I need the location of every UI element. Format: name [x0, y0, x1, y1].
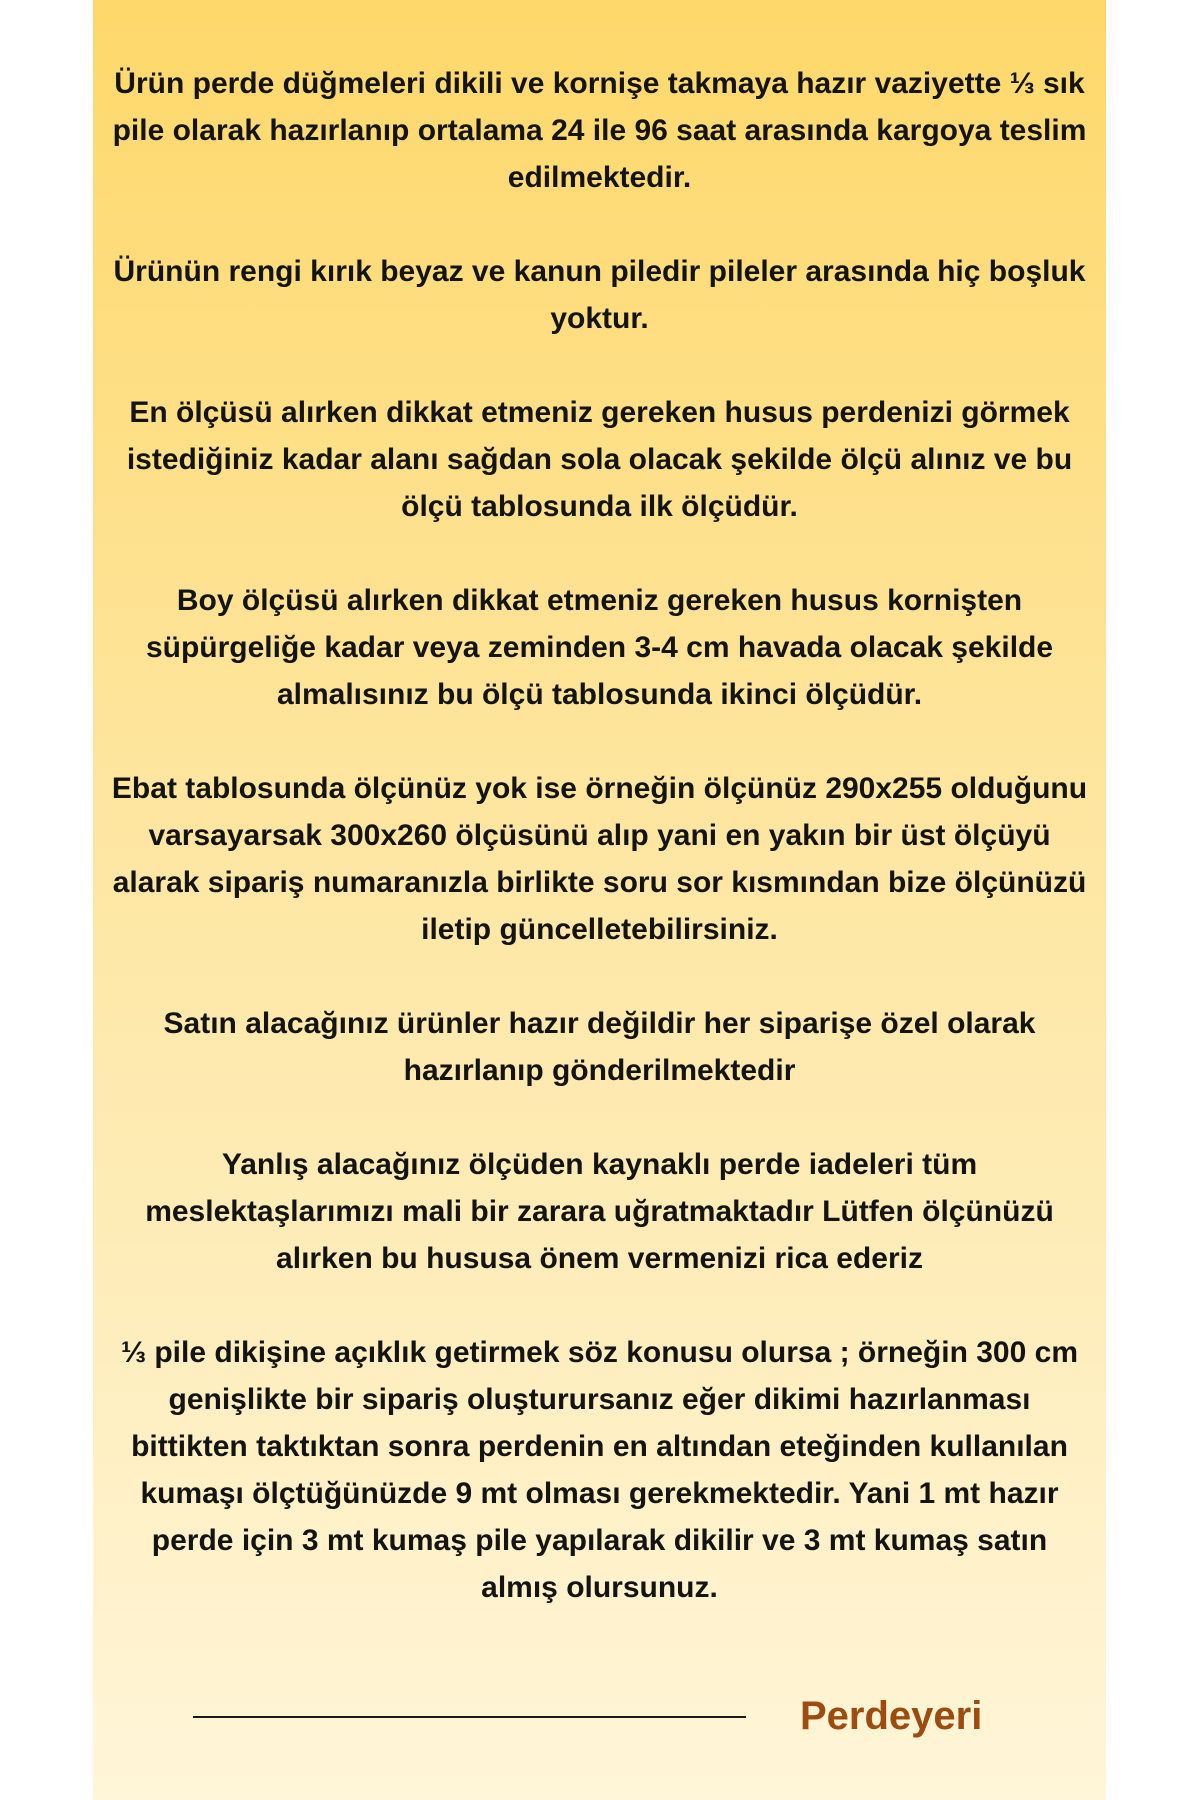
paragraph-color: Ürünün rengi kırık beyaz ve kanun piledir pileler arasında hiç boşluk yoktur.	[113, 255, 1086, 335]
brand-logo: Perdeyeri	[800, 1694, 983, 1738]
paragraph-delivery: Ürün perde düğmeleri dikili ve kornişe takmaya hazır vaziyette ⅓ sık pile olarak hazırlanıp ortalama 24 ile 96 saat arasında kargoya teslim edilmektedir.	[112, 67, 1087, 194]
paragraph-pleat-info: ⅓ pile dikişine açıklık getirmek söz konusu olursa ; örneğin 300 cm genişlikte bir sipariş oluşturursanız eğer dikimi hazırlanması bittikten taktıktan sonra perdenin en altından eteğinden kullanılan kumaşı ölçtüğünüzde 9 mt olması gerekmektedir. Yani 1 mt hazır perde için 3 mt kumaş pile yapılarak dikilir ve 3 mt kumaş satın almış olursunuz.	[121, 1336, 1078, 1604]
paragraph-returns: Yanlış alacağınız ölçüden kaynaklı perde iadeleri tüm meslektaşlarımızı mali bir zarara uğratmaktadır Lütfen ölçünüzü alırken bu hususa önem vermenizi rica ederiz	[145, 1148, 1054, 1275]
paragraph-height-measure: Boy ölçüsü alırken dikkat etmeniz gereken husus kornişten süpürgeliğe kadar veya zeminden 3-4 cm havada olacak şekilde almalısınız bu ölçü tablosunda ikinci ölçüdür.	[145, 584, 1054, 711]
paragraph-custom-order: Satın alacağınız ürünler hazır değildir her siparişe özel olarak hazırlanıp gönderilmektedir	[163, 1007, 1036, 1087]
info-card	[93, 0, 1106, 1800]
footer-divider	[193, 1716, 746, 1718]
info-text-block	[93, 60, 1106, 1611]
paragraph-size-table: Ebat tablosunda ölçünüz yok ise örneğin ölçünüz 290x255 olduğunu varsayarsak 300x260 ölçüsünü alıp yani en yakın bir üst ölçüyü alarak sipariş numaranızla birlikte soru sor kısmından bize ölçünüzü iletip güncelletebilirsiniz.	[111, 772, 1088, 946]
paragraph-width-measure: En ölçüsü alırken dikkat etmeniz gereken husus perdenizi görmek istediğiniz kadar alanı sağdan sola olacak şekilde ölçü alınız ve bu ölçü tablosunda ilk ölçüdür.	[126, 396, 1073, 523]
